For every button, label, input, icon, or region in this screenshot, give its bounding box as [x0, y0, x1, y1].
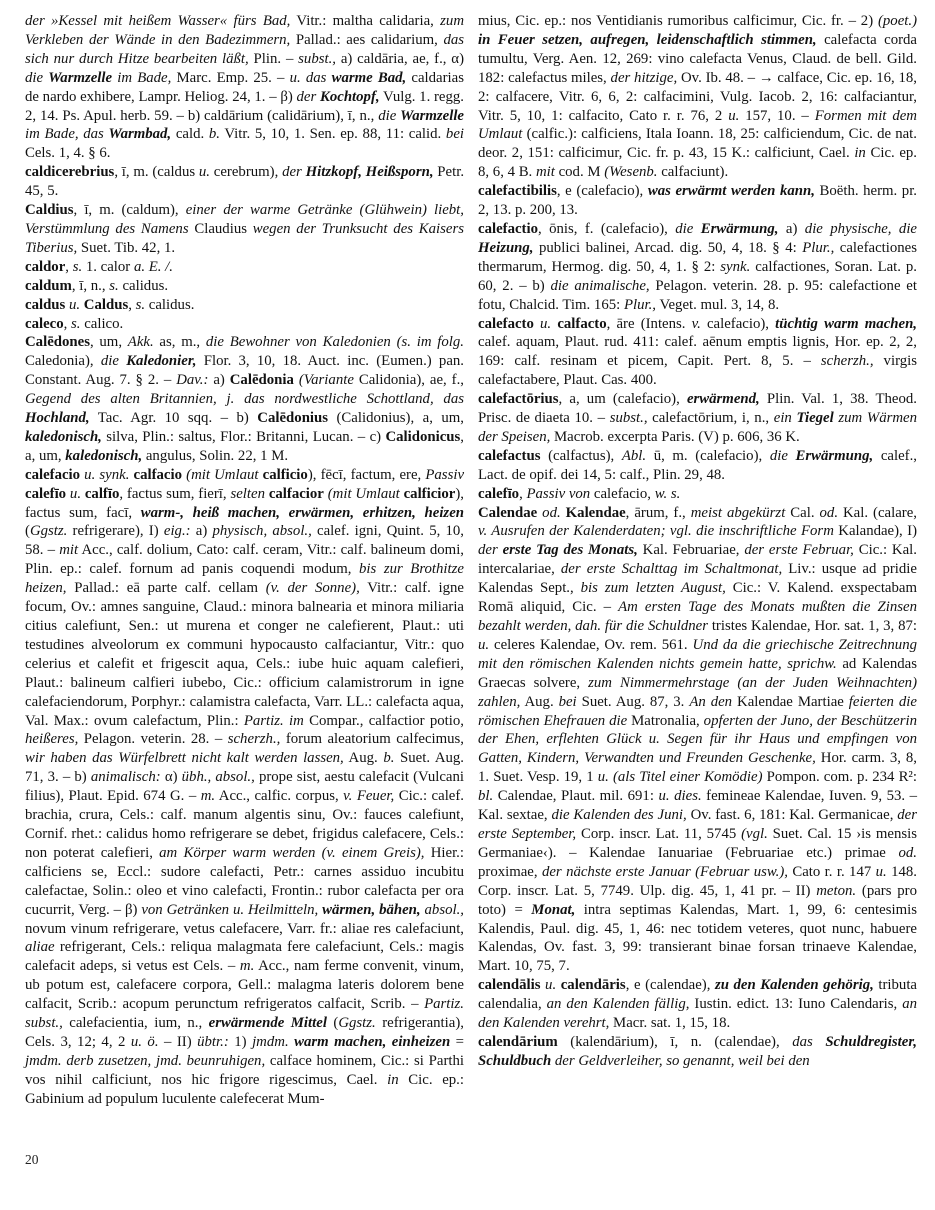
- dictionary-entry: der »Kessel mit heißem Wasser« fürs Bad, Vitr.: maltha calidaria, zum Verkleben der Wände in den Badezimmern, Pallad.: aes calidarium, das sich nur durch Hitze bearbeiten läßt, Plin. – subst., a) caldāria, ae, f., α) die Warmzelle im Bade, Marc. Emp. 25. – u. das warme Bad, caldarias de nardo exhibere, Lampr. Heliog. 24, 1. – β) der Kochtopf, Vulg. 1. regg. 2, 14. Ps. Apul. herb. 59. – b) caldārium (calidārium), ī, n., die Warmzelle im Bade, das Warmbad, cald. b. Vitr. 5, 10, 1. Sen. ep. 88, 11: calid. bei Cels. 1, 4. § 6.: [25, 13, 464, 162]
- dictionary-entry: caldor, s. 1. calor a. E. /.: [25, 258, 173, 275]
- dictionary-entry: calefacto u. calfacto, āre (Intens. v. calefacio), tüchtig warm machen, calef. aquam, Plaut. rud. 411: calef. aēnum emptis lignis, Hor. ep. 2, 2, 169: calf. resinam et picem, Capit. Pert. 8, 5. – scherzh., virgis calefactabere, Plaut. Cas. 400.: [478, 315, 917, 389]
- dictionary-entry: caldicerebrius, ī, m. (caldus u. cerebrum), der Hitzkopf, Heißsporn, Petr. 45, 5.: [25, 164, 465, 200]
- dictionary-entry: calefactibilis, e (calefacio), was erwärmt werden kann, Boëth. herm. pr. 2, 13. p. 200, 13.: [478, 183, 917, 219]
- dictionary-entry: calefacio u. synk. calfacio (mit Umlaut calficio), fēcī, factum, ere, Passiv calefīo u. calfīo, factus sum, fierī, selten calfacior (mit Umlaut calficior), factus sum, facī, warm-, heiß machen, erwärmen, erhitzen, heizen (Ggstz. refrigerare), I) eig.: a) physisch, absol., calef. igni, Quint. 5, 10, 58. – mit Acc., calf. dolium, Cato: calf. ceram, Vitr.: calf. balineum domi, Plin. ep.: calef. fornum ad panis coquendi modum, bis zur Brothitze heizen, Pallad.: eā parte calf. cellam (v. der Sonne), Vitr.: calf. igne focum, Ov.: amnes sanguine, Claud.: minora balnearia et minora miliaria citius calefiunt, Sen.: ut murena et conger ne calefierent, Plaut.: uti testudines alveolorum ex communi hypocausto calfaciantur, Vitr.: quo celerius et calefit et frigescit aqua, Cels.: iube huic aquam calefieri, Plaut.: balineum calfieri iubebo, Cic.: officium calamistrorum in igne calefaciendorum, Porphyr.: calamistra calefacta, Varr. LL.: calefacta aqua, Val. Max.: ovum calefactum, Plin.: Partiz. im Compar., calfactior potio, heißeres, Pelagon. veterin. 28. – scherzh., forum aleatorium calfecimus, wir haben das Würfelbrett nicht kalt werden lassen, Aug. b. Suet. Aug. 71, 3. – b) animalisch: α) übh., absol., prope sist, aestu calefacit (Vulcani filius), Plaut. Epid. 674 G. – m. Acc., calfic. corpus, v. Feuer, Cic.: calef. brachia, crura, Cels.: calf. manum algentis sinu, Ov.: fauces calefiunt, Cornif. rhet.: calidus homo refrigerare se debet, frigidus calefacere, Cels.: non poterat calefieri, am Körper warm werden (v. einem Greis), Hier.: calficiens se, Eccl.: sudore calefacti, Petr.: carnes assiduo incubitu calefactae, Solin.: oleo et vino calefacti, Frontin.: rubor calefacta per ora cucurrit, Verg. – β) von Getränken u. Heilmitteln, wärmen, bähen, absol., novum vinum refrigerare, vetus calefacere, Varr. fr.: aliae res calefaciunt, aliae refrigerant, Cels.: reliqua malagmata fere calefaciunt, Cels.: magis calefacit adeps, si vetus est Cels. – m. Acc., nam ferme convenit, vinum, ub potum est, calefacere corpora, Gell.: malagma lateris dolorem bene calfacit, Scrib.: acopum perunctum refrigeratos calfacit, Scrib. – Partiz. subst., calefacientia, ium, n., erwärmende Mittel (Ggstz. refrigerantia), Cels. 3, 12; 4, 2 u. ö. – II) übtr.: 1) jmdm. warm machen, einheizen = jmdm. derb zusetzen, jmd. beunruhigen, calface hominem, Cic.: si Parthi vos nihil calficiunt, nos hic frigore rigescimus, Cael. in Cic. ep.: Gabinium ad populum luculente calefecerat Mum-: [25, 466, 465, 1107]
- dictionary-entry: mius, Cic. ep.: nos Ventidianis rumoribus calficimur, Cic. fr. – 2) (poet.) in Feuer setzen, aufregen, leidenschaftlich stimmen, calefacta corda tumultu, Verg. Aen. 12, 269: vino calefacta Venus, Claud. de bell. Gild. 182: calefactus miles, der hitzige, Ov. Ib. 48. – → calface, Cic. ep. 16, 18, 2: calfacere, Vitr. 6, 6, 2: calfacimini, Vulg. Iacob. 2, 16: calfaciantur, Vitr. 5, 10, 1: calfacito, Cato r. r. 76, 2 u. 157, 10. – Formen mit dem Umlaut (calfic.): calficiens, Itala Ioann. 18, 25: calficiendum, Cic. de nat. deor. 2, 151: calficimur, Cic. fr. p. 43, 15 K.: calficiunt, Cael. in Cic. ep. 8, 6, 4 B. mit cod. M (Wesenb. calfaciunt).: [478, 13, 918, 181]
- text-columns: [25, 12, 917, 1109]
- dictionary-entry: caleco, s. calico.: [25, 315, 124, 332]
- dictionary-entry: caldus u. Caldus, s. calidus.: [25, 296, 195, 313]
- dictionary-entry: Calendae od. Kalendae, ārum, f., meist abgekürzt Cal. od. Kal. (calare, v. Ausrufen der Kalenderdaten; vgl. die inschriftliche Form Kalandae), I) der erste Tag des Monats, Kal. Februariae, der erste Februar, Cic.: Kal. intercalariae, der erste Schalttag im Schaltmonat, Liv.: usque ad pridie Kalendas Sept., bis zum letzten August, Cic.: V. Kalend. exspectabam Romā aliquid, Cic. – Am ersten Tage des Monats mußten die Zinsen bezahlt werden, dah. für die Schuldner tristes Kalendae, Hor. sat. 1, 3, 87: u. celeres Kalendae, Ov. rem. 561. Und da die griechische Zeitrechnung mit den römischen Kalenden nichts gemein hatte, sprichw. ad Kalendas Graecas solvere, zum Nimmermehrstage (an der Juden Weihnachten) zahlen, Aug. bei Suet. Aug. 87, 3. An den Kalendae Martiae feierten die römischen Ehefrauen die Matronalia, opferten der Juno, der Beschützerin der Ehen, erflehten Glück u. Segen für ihr Haus und empfingen von Gatten, Kindern, Verwandten und Freunden Geschenke, Hor. carm. 3, 8, 1. Suet. Vesp. 19, 1 u. (als Titel einer Komödie) Pompon. com. p. 234 R²: bl. Calendae, Plaut. mil. 691: u. dies. femineae Kalendae, Iuven. 9, 53. – Kal. sextae, die Kalenden des Juni, Ov. fast. 6, 181: Kal. Germanicae, der erste September, Corp. inscr. Lat. 11, 5745 (vgl. Suet. Cal. 15 ›is mensis Germaniae‹). – Kalendae Ianuariae (Februariae etc.) primae od. proximae, der nächste erste Januar (Februar usw.), Cato r. r. 147 u. 148. Corp. inscr. Lat. 5, 7749. Ulp. dig. 45, 1, 41 pr. – II) meton. (pars pro toto) = Monat, intra septimas Kalendas, Mart. 1, 99, 6: centesimis Kalendis, Paul. dig. 45, 1, 46: nec totidem veteres, quot nunc, habuere Kalendas, Ov. fast. 3, 99: transierant binae forsan trinaeve Kalendae, Mart. 10, 75, 7.: [478, 504, 918, 975]
- dictionary-entry: Calēdones, um, Akk. as, m., die Bewohner von Kaledonien (s. im folg. Caledonia), die Kaledonier, Flor. 3, 10, 18. Auct. inc. (Eumen.) pan. Constant. Aug. 7. § 2. – Dav.: a) Calēdonia (Variante Calidonia), ae, f., Gegend des alten Britannien, j. das nordwestliche Schottland, das Hochland, Tac. Agr. 10 sqq. – b) Calēdonius (Calidonius), a, um, kaledonisch, silva, Plin.: saltus, Flor.: Britanni, Lucan. – c) Calidonicus, a, um, kaledonisch, angulus, Solin. 22, 1 M.: [25, 334, 464, 464]
- page-number: 20: [25, 1152, 39, 1167]
- dictionary-entry: calefīo, Passiv von calefacio, w. s.: [478, 485, 681, 502]
- dictionary-entry: Caldius, ī, m. (caldum), einer der warme Getränke (Glühwein) liebt, Verstümmlung des Namens Claudius wegen der Trunksucht des Kaisers Tiberius, Suet. Tib. 42, 1.: [25, 202, 465, 256]
- right-column: [478, 12, 917, 1109]
- dictionary-entry: calendālis u. calendāris, e (calendae), zu den Kalenden gehörig, tributa calendalia, an den Kalenden fällig, Iustin. edict. 13: Iuno Calendaris, an den Kalenden verehrt, Macr. sat. 1, 15, 18.: [478, 977, 917, 1032]
- dictionary-entry: caldum, ī, n., s. calidus.: [25, 277, 169, 294]
- dictionary-entry: calefactio, ōnis, f. (calefacio), die Erwärmung, a) die physische, die Heizung, publici balinei, Arcad. dig. 50, 4, 18. § 4: Plur., calefactiones thermarum, Hermog. dig. 50, 4, 1. § 2: synk. calfactiones, Soran. Lat. p. 60, 2. – b) die animalische, Pelagon. veterin. 28. p. 95: calefactione et fotu, Chalcid. Tim. 165: Plur., Veget. mul. 3, 14, 8.: [478, 220, 918, 313]
- left-column: [25, 12, 464, 1109]
- dictionary-entry: calefactus (calfactus), Abl. ū, m. (calefacio), die Erwärmung, calef., Lact. de opif. dei 14, 5: calf., Plin. 29, 48.: [478, 447, 918, 483]
- dictionary-entry: calendārium (kalendārium), ī, n. (calendae), das Schuldregister, Schuldbuch der Geldverleiher, so genannt, weil bei den: [478, 1033, 917, 1069]
- dictionary-entry: calefactōrius, a, um (calefacio), erwärmend, Plin. Val. 1, 38. Theod. Prisc. de diaeta 10. – subst., calefactōrium, i, n., ein Tiegel zum Wärmen der Speisen, Macrob. excerpta Paris. (V) p. 606, 36 K.: [478, 391, 917, 445]
